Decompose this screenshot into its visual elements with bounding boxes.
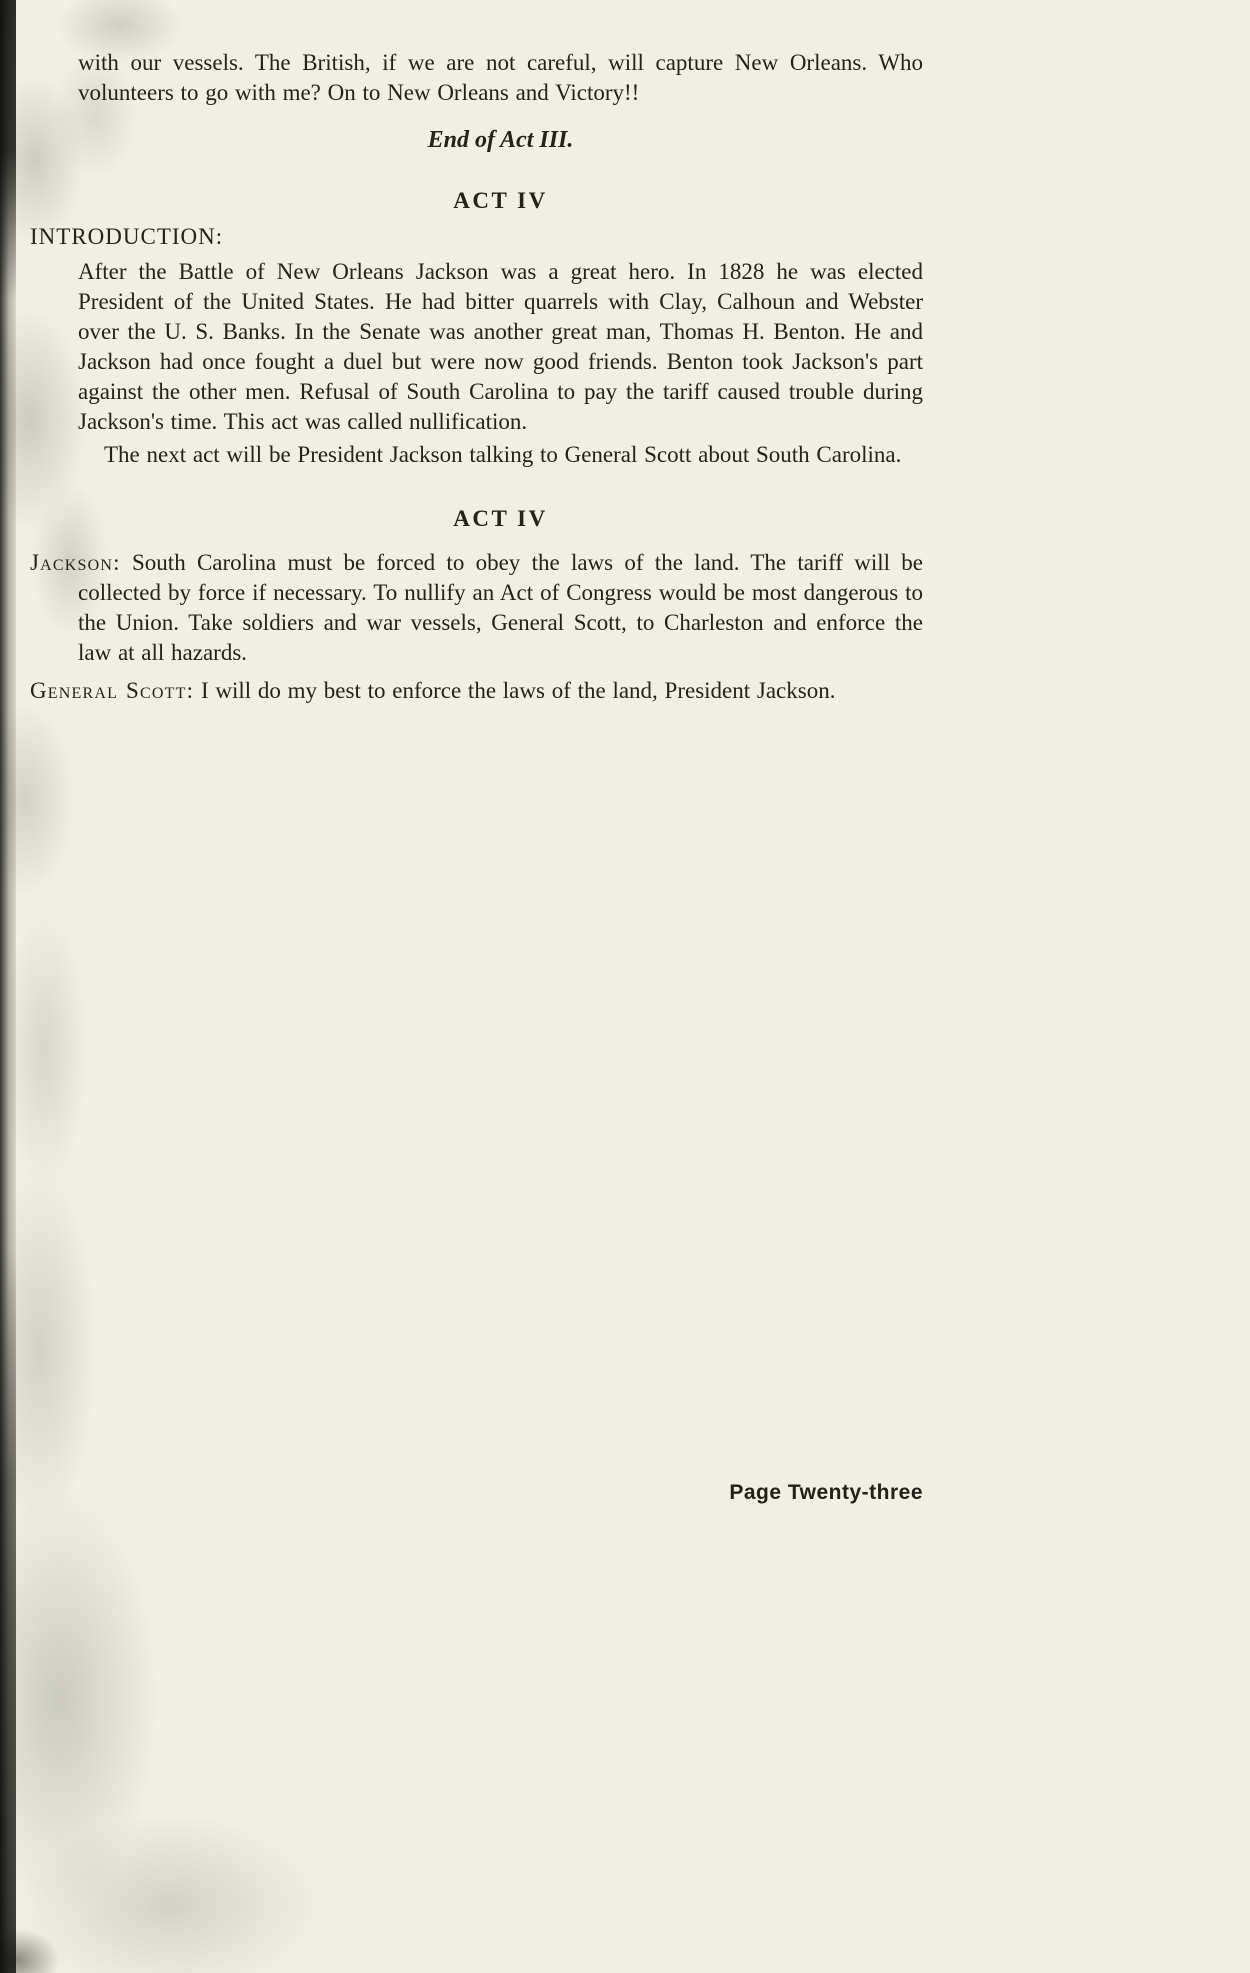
act-iv-heading-second: ACT IV [453, 506, 548, 531]
introduction-label: INTRODUCTION: [30, 224, 224, 249]
page-number: Page Twenty-three [729, 1481, 923, 1504]
speaker-label-general-scott: General Scott: [30, 678, 195, 703]
introduction-paragraph-1: After the Battle of New Orleans Jackson was a great hero. In 1828 he was elected President of the United States. He had bitter quarrels with Clay, Calhoun and Webster over the U. S. Banks. In the Senate was another great man, Thomas H. Benton. He and Jackson had once fought a duel but were now good friends. Benton took Jackson's part against the other men. Refusal of South Carolina to pay the tariff caused trouble during Jackson's time. This act was called nullification. [78, 259, 923, 434]
speaker-label-jackson: Jackson: [30, 550, 121, 575]
continuation-paragraph: with our vessels. The British, if we are not careful, will capture New Orleans. Who volunteers to go with me? On to New Orleans and Victory!! [78, 50, 923, 105]
binding-shadow [0, 0, 16, 1973]
page-content [30, 48, 924, 706]
act-iv-heading-first: ACT IV [453, 188, 548, 213]
dialogue-jackson [30, 548, 924, 668]
dialogue-jackson-text: South Carolina must be forced to obey the laws of the land. The tariff will be collected by force if necessary. To nullify an Act of Congress would be most dangerous to the Union. Take soldiers and war vessels, General Scott, to Charleston and enforce the law at all hazards. [78, 550, 924, 665]
dialogue-general-scott [30, 676, 923, 706]
end-of-act-heading: End of Act III. [427, 127, 574, 153]
dialogue-general-scott-text: I will do my best to enforce the laws of the land, President Jackson. [200, 678, 836, 703]
introduction-paragraph-2: The next act will be President Jackson talking to General Scott about South Carolina. [104, 442, 902, 467]
